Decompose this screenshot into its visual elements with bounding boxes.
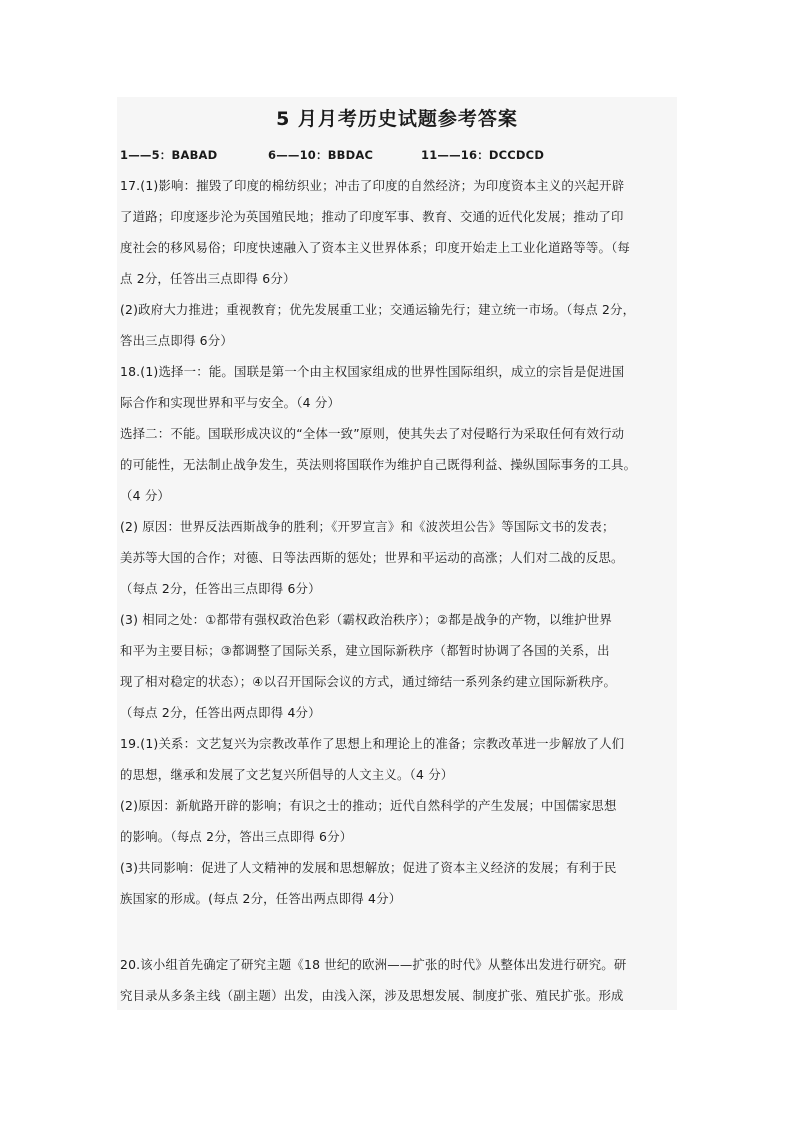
answer-line: （每点 2分，任答出三点即得 6分）	[120, 581, 321, 596]
answer-sheet	[117, 97, 677, 1010]
answer-line: 的影响。（每点 2分，答出三点即得 6分）	[120, 829, 353, 844]
mc-answers-11-16: 11——16：DCCDCD	[421, 148, 545, 162]
answer-line: 19.(1)关系：文艺复兴为宗教改革作了思想上和理论上的准备；宗教改革进一步解放了人们	[120, 736, 625, 751]
answer-line: (2)政府大力推进；重视教育；优先发展重工业；交通运输先行；建立统一市场。（每点 2分，	[120, 302, 636, 317]
answer-line: 了道路；印度逐步沦为英国殖民地；推动了印度军事、教育、交通的近代化发展；推动了印	[120, 209, 624, 224]
answer-line: 度社会的移风易俗；印度快速融入了资本主义世界体系；印度开始走上工业化道路等等。（每	[120, 240, 631, 255]
answer-line: (2) 原因：世界反法西斯战争的胜利；《开罗宣言》和《波茨坦公告》等国际文书的发表；	[120, 519, 615, 534]
answer-line: 17.(1)影响：摧毁了印度的棉纺织业；冲击了印度的自然经济；为印度资本主义的兴起开辟	[120, 178, 625, 193]
answer-line: (3)共同影响：促进了人文精神的发展和思想解放；促进了资本主义经济的发展；有利于民	[120, 860, 617, 875]
page-title: 5 月月考历史试题参考答案	[276, 108, 518, 130]
answer-line: 选择二：不能。国联形成决议的“全体一致”原则，使其失去了对侵略行为采取任何有效行动	[120, 426, 625, 441]
answer-line: 的思想，继承和发展了文艺复兴所倡导的人文主义。（4 分）	[120, 767, 454, 782]
answer-line: 的可能性，无法制止战争发生，英法则将国联作为维护自己既得利益、操纵国际事务的工具。	[120, 457, 637, 472]
answer-line: 20.该小组首先确定了研究主题《18 世纪的欧洲——扩张的时代》从整体出发进行研究。研	[120, 957, 627, 972]
answer-line: 18.(1)选择一：能。国联是第一个由主权国家组成的世界性国际组织，成立的宗旨是促进国	[120, 364, 625, 379]
answer-line: 答出三点即得 6分）	[120, 333, 233, 348]
mc-answers-1-5: 1——5：BABAD	[120, 148, 218, 162]
answer-line: 美苏等大国的合作；对德、日等法西斯的惩处；世界和平运动的高涨；人们对二战的反思。	[120, 550, 624, 565]
answer-line: 和平为主要目标；③都调整了国际关系，建立国际新秩序（都暂时协调了各国的关系，出	[120, 643, 610, 658]
answer-line: （每点 2分，任答出两点即得 4分）	[120, 705, 321, 720]
answer-line: 点 2分，任答出三点即得 6分）	[120, 271, 296, 286]
answer-line: (3) 相同之处：①都带有强权政治色彩（霸权政治秩序）；②都是战争的产物，以维护世界	[120, 612, 612, 627]
answer-line: 际合作和实现世界和平与安全。（4 分）	[120, 395, 341, 410]
answer-line: （4 分）	[120, 488, 170, 503]
answer-line: 究目录从多条主线（副主题）出发，由浅入深，涉及思想发展、制度扩张、殖民扩张。形成	[120, 988, 624, 1003]
answer-line: 族国家的形成。(每点 2分，任答出两点即得 4分）	[120, 891, 402, 906]
multiple-choice-answers	[120, 147, 544, 163]
mc-answers-6-10: 6——10：BBDAC	[268, 148, 374, 162]
answer-line: 现了相对稳定的状态）；④以召开国际会议的方式，通过缔结一系列条约建立国际新秩序。	[120, 674, 617, 689]
answer-line: (2)原因：新航路开辟的影响；有识之士的推动；近代自然科学的产生发展；中国儒家思想	[120, 798, 617, 813]
